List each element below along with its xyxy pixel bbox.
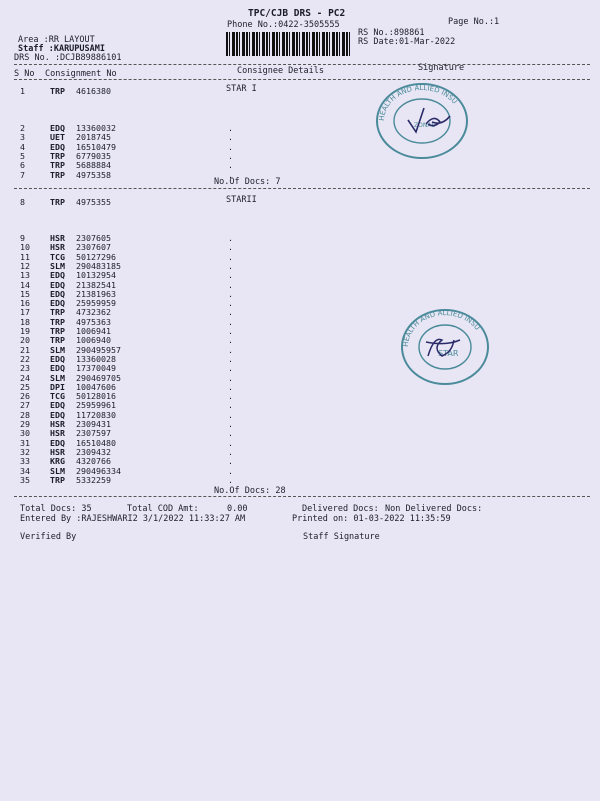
row-sno: 1 [20, 86, 25, 96]
company-stamp-icon [372, 80, 472, 162]
table-row [0, 171, 600, 180]
consignee-placeholder: . [228, 316, 233, 327]
group-total: No.Of Docs: 7 [214, 177, 281, 187]
consignee-placeholder: . [228, 363, 233, 374]
consignment-prefix: TRP [50, 316, 65, 327]
consignee-placeholder: . [228, 242, 233, 253]
row-sno: 13 [20, 270, 30, 281]
company-stamp-icon [398, 306, 492, 388]
consignment-prefix: EDQ [50, 363, 65, 374]
consignment-number: 2307597 [76, 428, 111, 439]
consignee-placeholder: . [228, 326, 233, 336]
consignment-prefix: TCG [50, 391, 65, 402]
row-sno: 6 [20, 160, 25, 171]
consignee-placeholder: . [228, 251, 233, 262]
document-title: TPC/CJB DRS - PC2 [248, 8, 346, 19]
consignment-number: 50127296 [76, 251, 116, 262]
consignee-placeholder: . [228, 141, 233, 152]
printed-on: Printed on: 01-03-2022 11:35:59 [292, 514, 451, 524]
consignment-prefix: TRP [50, 86, 65, 96]
consignment-number: 2018745 [76, 132, 111, 143]
consignment-number: 4732362 [76, 307, 111, 318]
consignment-number: 10132954 [76, 270, 116, 281]
consignment-number: 4320766 [76, 456, 111, 467]
consignment-number: 25959959 [76, 298, 116, 309]
column-consignee: Consignee Details [237, 66, 324, 76]
consignment-prefix: EDQ [50, 400, 65, 411]
consignee-placeholder: . [228, 160, 233, 171]
consignment-prefix: SLM [50, 260, 65, 271]
row-sno: 9 [20, 233, 25, 243]
consignment-prefix: EDQ [50, 353, 65, 364]
table-row [0, 429, 600, 438]
consignment-number: 11720830 [76, 409, 116, 420]
consignment-number: 5688884 [76, 160, 111, 171]
table-row [0, 271, 600, 280]
table-row [0, 476, 600, 485]
row-sno: 28 [20, 409, 30, 420]
consignment-number: 13360032 [76, 123, 116, 133]
row-sno: 19 [20, 326, 30, 336]
row-sno: 26 [20, 391, 30, 402]
divider [14, 79, 590, 80]
staff-signature: Staff Signature [303, 532, 380, 542]
consignment-number: 290496334 [76, 465, 121, 476]
consignment-number: 2309431 [76, 419, 111, 429]
consignment-prefix: HSR [50, 233, 65, 243]
consignee-placeholder: . [228, 381, 233, 392]
consignee-placeholder: . [228, 279, 233, 290]
non-delivered-docs: Non Delivered Docs: [385, 504, 483, 514]
consignee-placeholder: . [228, 132, 233, 143]
total-docs: Total Docs: 35 [20, 504, 92, 514]
consignment-number: 21381963 [76, 288, 116, 299]
row-sno: 2 [20, 123, 25, 133]
row-sno: 21 [20, 344, 30, 355]
table-row [0, 243, 600, 252]
row-sno: 35 [20, 474, 30, 485]
row-sno: 29 [20, 419, 30, 429]
row-sno: 22 [20, 353, 30, 364]
row-sno: 30 [20, 428, 30, 439]
svg-text:STAR: STAR [438, 349, 459, 358]
row-sno: 14 [20, 279, 30, 290]
consignment-number: 2307607 [76, 242, 111, 253]
consignment-prefix: EDQ [50, 270, 65, 281]
consignment-number: 2309432 [76, 446, 111, 457]
consignee-placeholder: . [228, 474, 233, 485]
row-sno: 11 [20, 251, 30, 262]
table-row [0, 364, 600, 373]
consignment-number: 5332259 [76, 474, 111, 485]
consignment-prefix: EDQ [50, 437, 65, 448]
consignee-placeholder: . [228, 437, 233, 448]
consignment-number: 4975363 [76, 316, 111, 327]
svg-text:HEALTH AND ALLIED INSU: HEALTH AND ALLIED INSU [377, 83, 459, 122]
table-row [0, 87, 600, 96]
consignment-prefix: TRP [50, 169, 65, 180]
consignment-prefix: EDQ [50, 288, 65, 299]
consignee-placeholder: . [228, 344, 233, 355]
consignment-number: 16510479 [76, 141, 116, 152]
row-sno: 8 [20, 197, 25, 207]
rs-number: RS No.:898861 [358, 28, 425, 38]
consignee-placeholder: . [228, 353, 233, 364]
consignment-prefix: TRP [50, 197, 65, 207]
consignment-prefix: EDQ [50, 123, 65, 133]
consignee-placeholder: . [228, 123, 233, 133]
consignee-placeholder: . [228, 409, 233, 420]
consignment-number: 13360028 [76, 353, 116, 364]
consignee-name: STAR I [226, 84, 257, 94]
consignment-number: 4975358 [76, 169, 111, 180]
row-sno: 33 [20, 456, 30, 467]
table-row [0, 457, 600, 466]
staff-name: KARUPUSAMI [53, 44, 106, 54]
row-sno: 10 [20, 242, 30, 253]
consignment-prefix: EDQ [50, 279, 65, 290]
row-sno: 5 [20, 150, 25, 161]
verified-by: Verified By [20, 532, 77, 542]
page-number: Page No.:1 [448, 17, 500, 27]
consignee-placeholder: . [228, 335, 233, 346]
consignee-placeholder: . [228, 465, 233, 476]
svg-text:HEALTH AND ALLIED INSU: HEALTH AND ALLIED INSU [401, 309, 482, 348]
consignment-prefix: TRP [50, 474, 65, 485]
column-signature: Signature [418, 63, 465, 73]
consignment-prefix: TRP [50, 160, 65, 171]
consignee-placeholder: . [228, 400, 233, 411]
consignment-prefix: TRP [50, 335, 65, 346]
consignment-prefix: HSR [50, 428, 65, 439]
consignment-number: 290495957 [76, 344, 121, 355]
consignee-placeholder: . [228, 307, 233, 318]
total-cod-label: Total COD Amt: [127, 504, 199, 514]
consignment-prefix: SLM [50, 344, 65, 355]
delivered-docs: Delivered Docs: [302, 504, 379, 514]
consignee-placeholder: . [228, 391, 233, 402]
table-row [0, 161, 600, 170]
consignment-prefix: TCG [50, 251, 65, 262]
group-total: No.Of Docs: 28 [214, 486, 286, 496]
consignment-prefix: SLM [50, 465, 65, 476]
consignment-number: 4975355 [76, 197, 111, 207]
row-sno: 27 [20, 400, 30, 411]
row-sno: 24 [20, 372, 30, 383]
consignee-placeholder: . [228, 233, 233, 243]
consignment-number: 25959961 [76, 400, 116, 411]
consignment-prefix: HSR [50, 419, 65, 429]
row-sno: 20 [20, 335, 30, 346]
drs-number: DRS No. :DCJB89886101 [14, 53, 122, 63]
consignment-number: 290483185 [76, 260, 121, 271]
consignment-number: 10047606 [76, 381, 116, 392]
consignment-prefix: SLM [50, 372, 65, 383]
row-sno: 17 [20, 307, 30, 318]
row-sno: 34 [20, 465, 30, 476]
row-sno: 4 [20, 141, 25, 152]
row-sno: 18 [20, 316, 30, 327]
consignee-placeholder: . [228, 270, 233, 281]
consignee-placeholder: . [228, 298, 233, 309]
consignee-placeholder: . [228, 456, 233, 467]
table-row [0, 336, 600, 345]
consignee-name: STARII [226, 195, 257, 205]
phone-number: Phone No.:0422-3505555 [227, 20, 340, 30]
consignment-number: 21382541 [76, 279, 116, 290]
consignment-number: 2307605 [76, 233, 111, 243]
consignment-number: 16510480 [76, 437, 116, 448]
table-row [0, 198, 600, 207]
consignment-number: 4616380 [76, 86, 111, 96]
consignment-number: 17370049 [76, 363, 116, 374]
row-sno: 3 [20, 132, 25, 143]
area: Area :RR LAYOUT [18, 35, 95, 45]
divider [14, 496, 590, 497]
consignee-placeholder: . [228, 372, 233, 383]
row-sno: 7 [20, 169, 25, 180]
consignee-placeholder: . [228, 428, 233, 439]
consignment-prefix: EDQ [50, 141, 65, 152]
table-row [0, 133, 600, 142]
consignment-prefix: TRP [50, 307, 65, 318]
consignment-number: 290469705 [76, 372, 121, 383]
consignee-placeholder: . [228, 288, 233, 299]
consignment-prefix: HSR [50, 242, 65, 253]
row-sno: 15 [20, 288, 30, 299]
row-sno: 31 [20, 437, 30, 448]
barcode [226, 32, 350, 56]
entered-by: Entered By :RAJESHWARI2 3/1/2022 11:33:27 AM [20, 514, 246, 524]
total-cod-value: 0.00 [227, 504, 248, 514]
divider [14, 188, 590, 189]
column-sno: S No [14, 69, 35, 79]
rs-date: RS Date:01-Mar-2022 [358, 37, 456, 47]
consignment-prefix: UET [50, 132, 65, 143]
consignment-prefix: HSR [50, 446, 65, 457]
row-sno: 32 [20, 446, 30, 457]
consignment-prefix: KRG [50, 456, 65, 467]
row-sno: 16 [20, 298, 30, 309]
consignee-placeholder: . [228, 169, 233, 180]
consignee-placeholder: . [228, 419, 233, 429]
svg-text:ZONAL: ZONAL [414, 122, 435, 129]
consignee-placeholder: . [228, 446, 233, 457]
consignment-prefix: TRP [50, 150, 65, 161]
consignment-number: 1006940 [76, 335, 111, 346]
consignee-placeholder: . [228, 150, 233, 161]
divider [14, 64, 590, 65]
consignment-number: 1006941 [76, 326, 111, 336]
consignment-number: 50128016 [76, 391, 116, 402]
staff-label: Staff : [18, 44, 54, 54]
row-sno: 25 [20, 381, 30, 392]
consignee-placeholder: . [228, 260, 233, 271]
consignment-number: 6779035 [76, 150, 111, 161]
consignment-prefix: EDQ [50, 409, 65, 420]
consignment-prefix: TRP [50, 326, 65, 336]
row-sno: 23 [20, 363, 30, 374]
consignment-prefix: EDQ [50, 298, 65, 309]
consignment-prefix: DPI [50, 381, 65, 392]
column-consignment: Consignment No [45, 69, 117, 79]
row-sno: 12 [20, 260, 30, 271]
